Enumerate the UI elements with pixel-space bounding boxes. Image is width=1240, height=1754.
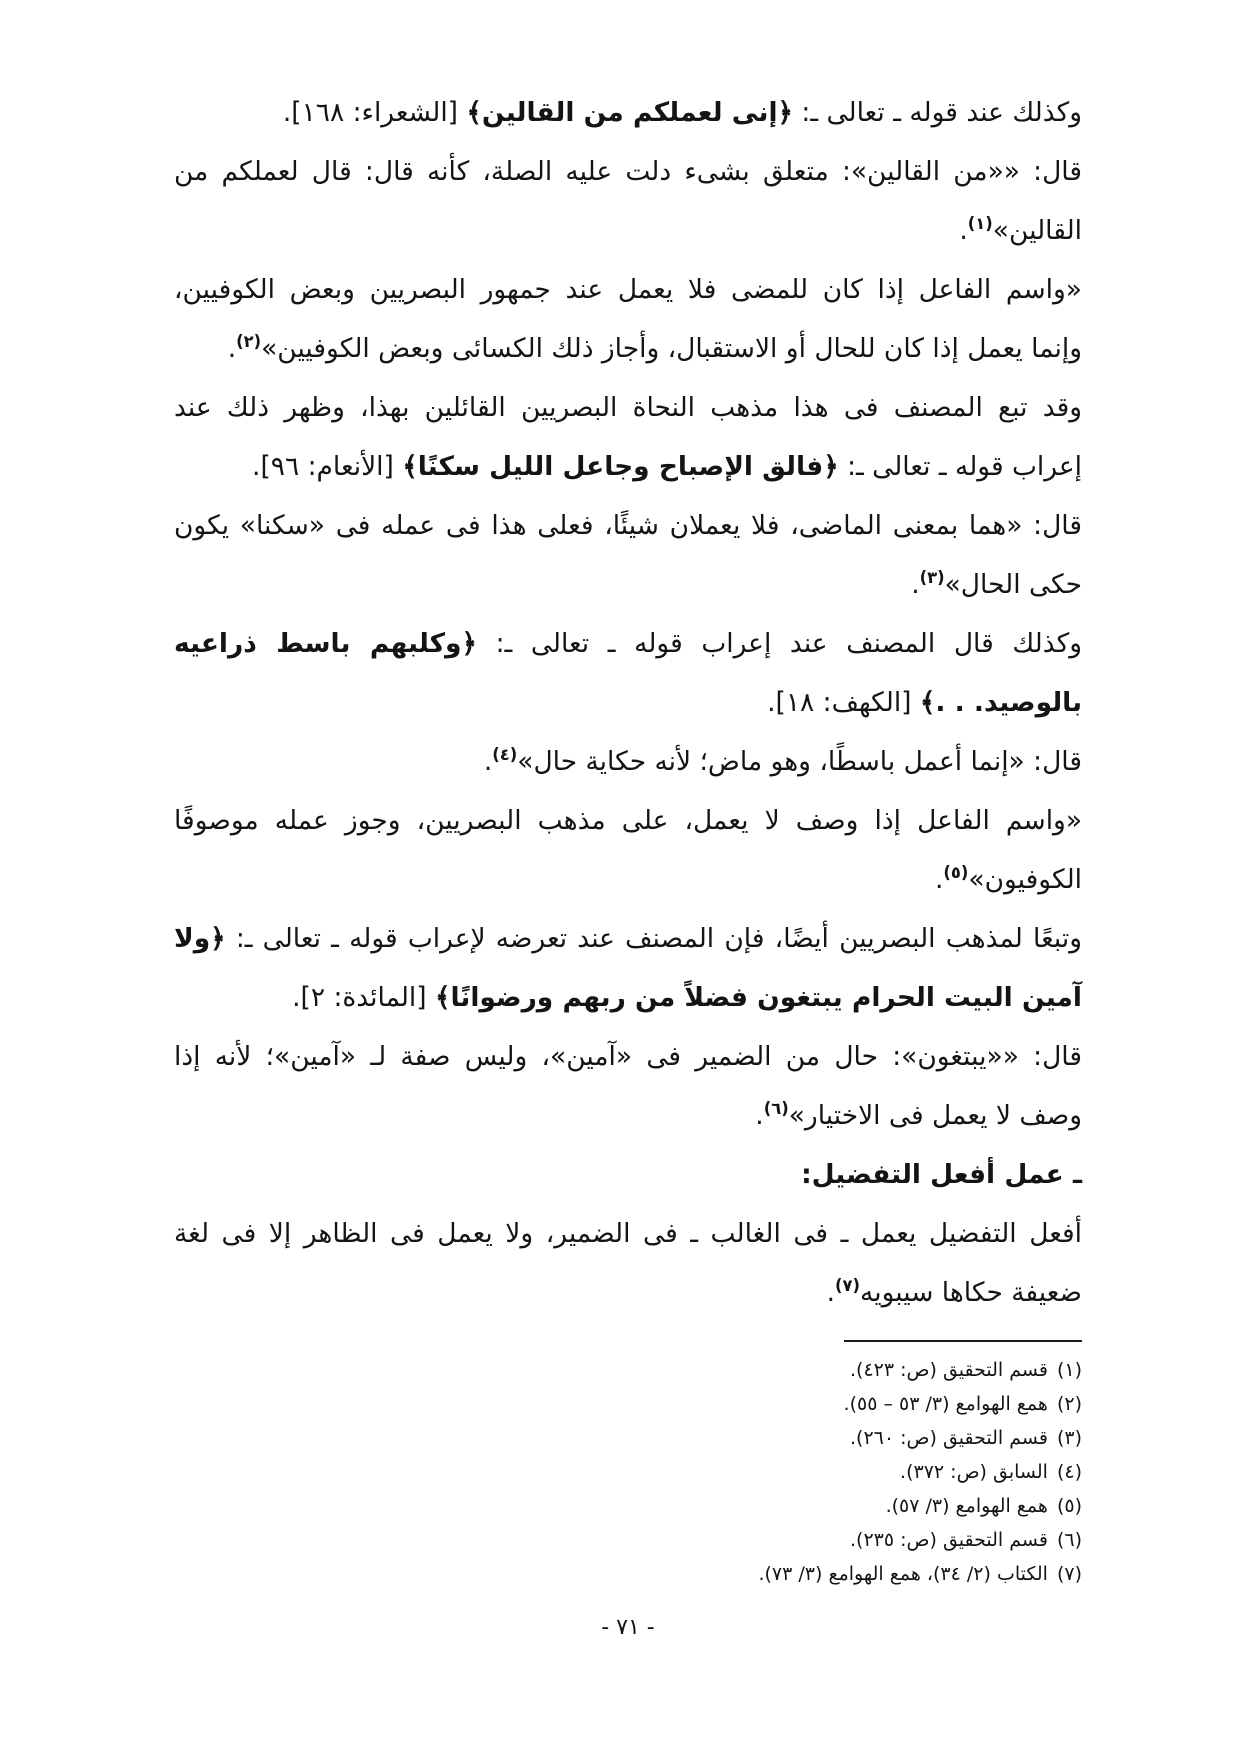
page-number: - ٧١ -	[601, 1615, 655, 1640]
line-text: وتبعًا لمذهب البصريين أيضًا، فإن المصنف عند تعرضه لإعراب قوله ـ تعالى ـ:	[225, 923, 1082, 954]
footnote	[382, 1557, 1082, 1591]
footnote-ref: (٦)	[763, 1099, 789, 1119]
line-text: إعراب قوله ـ تعالى ـ:	[838, 451, 1082, 482]
footnote-marker: (٥)	[1056, 1495, 1082, 1517]
body-line	[174, 142, 1082, 201]
verse-citation: [الشعراء: ١٦٨].	[282, 97, 467, 128]
footnote-marker: (٣)	[1056, 1427, 1082, 1449]
body-line	[174, 673, 1082, 732]
quran-verse: ﴿وكلبهم باسط ذراعيه	[174, 628, 477, 659]
footnote-text: همع الهوامع (٣/ ٥٧).	[885, 1495, 1048, 1517]
body-line	[174, 260, 1082, 319]
footnote-text: قسم التحقيق (ص: ٢٦٠).	[850, 1427, 1048, 1449]
footnote	[382, 1455, 1082, 1489]
footnote	[382, 1353, 1082, 1387]
body-line	[174, 319, 1082, 378]
footnote-text: همع الهوامع (٣/ ٥٣ – ٥٥).	[843, 1393, 1048, 1415]
line-text: «واسم الفاعل إذا وصف لا يعمل، على مذهب البصريين، وجوز عمله موصوفًا	[174, 805, 1082, 836]
footnote-ref: (١)	[967, 214, 993, 234]
verse-citation: [الأنعام: ٩٦].	[252, 451, 403, 482]
body-line	[174, 1086, 1082, 1145]
verse-citation: [المائدة: ٢].	[292, 982, 435, 1013]
footnote-ref: (٣)	[919, 568, 945, 588]
line-text: قال: «إنما أعمل باسطًا، وهو ماض؛ لأنه حكاية حال»	[517, 746, 1082, 777]
line-text: قال: «هما بمعنى الماضى، فلا يعملان شيئًا، فعلى هذا فى عمله فى «سكنا» يكون	[174, 510, 1082, 541]
body-text	[174, 83, 1082, 1322]
footnote-ref: (٢)	[236, 332, 262, 352]
footnote	[382, 1523, 1082, 1557]
line-text: .	[959, 215, 968, 246]
line-text: قال: ««يبتغون»: حال من الضمير فى «آمين»، وليس صفة لـ «آمين»؛ لأنه إذا	[174, 1041, 1082, 1072]
line-text: .	[483, 746, 493, 777]
footnote-ref: (٥)	[943, 863, 969, 883]
footnote-text: السابق (ص: ٣٧٢).	[900, 1461, 1048, 1483]
line-text: .	[227, 333, 237, 364]
body-line	[174, 1204, 1082, 1263]
body-line	[174, 968, 1082, 1027]
footnote-separator	[844, 1340, 1082, 1342]
footnote-text: قسم التحقيق (ص: ٢٣٥).	[850, 1529, 1048, 1551]
body-line	[174, 378, 1082, 437]
footnote-text: الكتاب (٢/ ٣٤)، همع الهوامع (٣/ ٧٣).	[758, 1563, 1048, 1585]
verse-citation: [الكهف: ١٨].	[767, 687, 920, 718]
line-text: وصف لا يعمل فى الاختيار»	[788, 1100, 1082, 1131]
footnote	[382, 1489, 1082, 1523]
line-text: .	[934, 864, 944, 895]
footnote	[382, 1421, 1082, 1455]
line-text: وكذلك قال المصنف عند إعراب قوله ـ تعالى ـ:	[476, 628, 1082, 659]
body-line	[174, 437, 1082, 496]
line-text: «واسم الفاعل إذا كان للمضى فلا يعمل عند جمهور البصريين وبعض الكوفيين،	[174, 274, 1082, 305]
body-line	[174, 83, 1082, 142]
footnote-marker: (٤)	[1056, 1461, 1082, 1483]
line-text: الكوفيون»	[968, 864, 1082, 895]
footnote-text: قسم التحقيق (ص: ٤٢٣).	[850, 1359, 1048, 1381]
quran-verse: آمين البيت الحرام يبتغون فضلاً من ربهم ورضوانًا﴾	[435, 982, 1082, 1013]
footnote-ref: (٧)	[835, 1276, 861, 1296]
section-heading	[174, 1145, 1082, 1204]
footnote-ref: (٤)	[492, 745, 518, 765]
footnote-marker: (٢)	[1056, 1393, 1082, 1415]
body-line	[174, 201, 1082, 260]
line-text: أفعل التفضيل يعمل ـ فى الغالب ـ فى الضمير، ولا يعمل فى الظاهر إلا فى لغة	[174, 1218, 1082, 1249]
line-text: وإنما يعمل إذا كان للحال أو الاستقبال، وأجاز ذلك الكسائى وبعض الكوفيين»	[261, 333, 1082, 364]
body-line	[174, 791, 1082, 850]
line-text: وقد تبع المصنف فى هذا مذهب النحاة البصريين القائلين بهذا، وظهر ذلك عند	[174, 392, 1082, 423]
body-line	[174, 1263, 1082, 1322]
body-line	[174, 909, 1082, 968]
quran-verse: ﴿إنى لعملكم من القالين﴾	[466, 97, 794, 128]
body-line	[174, 732, 1082, 791]
line-text: .	[826, 1277, 836, 1308]
footnote-marker: (٦)	[1056, 1529, 1082, 1551]
body-line	[174, 496, 1082, 555]
footnote	[382, 1387, 1082, 1421]
quran-verse: ﴿فالق الإصباح وجاعل الليل سكنًا﴾	[402, 451, 839, 482]
footnote-marker: (٧)	[1056, 1563, 1082, 1585]
body-line	[174, 1027, 1082, 1086]
line-text: وكذلك عند قوله ـ تعالى ـ:	[793, 97, 1082, 128]
quran-verse: ﴿ولا	[174, 923, 226, 954]
section-heading-text: ـ عمل أفعل التفضيل:	[801, 1159, 1082, 1190]
footnote-marker: (١)	[1056, 1359, 1082, 1381]
body-line	[174, 555, 1082, 614]
line-text: ضعيفة حكاها سيبويه	[860, 1277, 1082, 1308]
body-line	[174, 850, 1082, 909]
footnotes	[382, 1353, 1082, 1591]
line-text: القالين»	[992, 215, 1082, 246]
line-text: حكى الحال»	[944, 569, 1082, 600]
line-text: قال: ««من القالين»: متعلق بشىء دلت عليه الصلة، كأنه قال: قال لعملكم من	[174, 156, 1082, 187]
line-text: .	[755, 1100, 764, 1131]
quran-verse: بالوصيد. . .﴾	[919, 687, 1082, 718]
body-line	[174, 614, 1082, 673]
line-text: .	[911, 569, 920, 600]
